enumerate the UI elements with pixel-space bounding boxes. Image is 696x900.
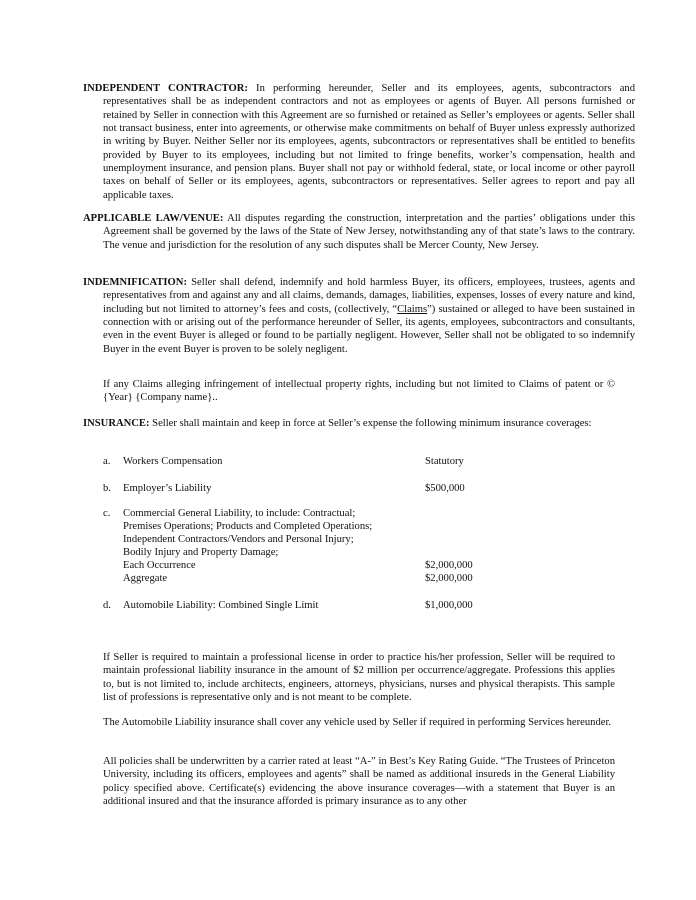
item-letter: a.	[103, 456, 111, 467]
independent-contractor-heading: INDEPENDENT CONTRACTOR:	[83, 83, 248, 94]
independent-contractor-text: In performing hereunder, Seller and its employees, agents, subcontractors and representatives shall be as independent contractors and not as employees or agents of Buyer. All persons furnished or retained by Seller in connection with this Agreement are so furnished or retained as Seller’s employees or agents. Seller shall not transact business, enter into agreements, or otherwise make commitments on behalf of Buyer unless expressly authorized in writing by Buyer. Neither Seller nor its employees, agents, subcontractors or representatives shall be entitled to benefits provided by Buyer to its employees, including but not limited to fringe benefits, worker’s compensation, health and unemployment insurance, and pension plans. Buyer shall not pay or withhold federal, state, or local income or other payroll taxes on behalf of Seller or its employees, agents, subcontractors or representatives. Seller agrees to report and pay all applicable taxes.	[103, 83, 635, 201]
aggregate-label: Aggregate	[123, 573, 168, 584]
insurance-text: Seller shall maintain and keep in force at Seller’s expense the following minimum insurance coverages:	[152, 418, 592, 429]
item-c-line-2: Premises Operations; Products and Completed Operations;	[123, 521, 373, 532]
indemnification-section	[83, 276, 635, 356]
indemnification-text-before: Seller shall defend, indemnify and hold harmless Buyer, its officers, employees, trustees, agents and representatives from and against any and all claims, demands, damages, liabilities, expenses, losses of every nature and kind, including but not limited to attorney’s fees and costs, (collectively, “	[103, 277, 636, 315]
applicable-law-section	[83, 212, 635, 252]
independent-contractor-section	[83, 82, 635, 202]
each-occurrence-label: Each Occurrence	[123, 560, 196, 571]
professional-license-paragraph: If Seller is required to maintain a professional license in order to practice his/her profession, Seller will be required to maintain professional liability insurance in the amount of $2 million per occurrence/aggregate. Professions this applies to, but is not limited to, include architects, engineers, attorneys, physicians, nurses and physical therapists. This sample list of professions is representative only and is not meant to be complete.	[103, 652, 615, 704]
item-label: Automobile Liability: Combined Single Limit	[123, 600, 319, 611]
item-label: Workers Compensation	[123, 456, 223, 467]
item-value: Statutory	[425, 456, 464, 467]
item-letter: d.	[103, 600, 111, 611]
insurance-section	[83, 417, 635, 430]
policies-paragraph: All policies shall be underwritten by a carrier rated at least “A-” in Best’s Key Rating Guide. “The Trustees of Princeton University, including its officers, employees and agents” shall be named as additional insureds in the General Liability policy specified above. Certificate(s) evidencing the above insurance coverages—with a statement that Buyer is an additional insured and that the insurance afforded is primary insurance as to any other	[103, 756, 615, 808]
each-occurrence-value: $2,000,000	[425, 560, 473, 571]
insurance-item-a	[103, 455, 615, 469]
claims-term: Claims	[397, 303, 428, 315]
insurance-heading: INSURANCE:	[83, 418, 150, 429]
indemnification-text-after: ”) sustained or alleged to have been sustained in connection with or arising out of the performance hereunder of Seller, its agents, employees, subcontractors and consultants, even in the event Buyer is alleged or found to be partially negligent. However, Seller shall not be obligated to so indemnify Buyer in the event Buyer is proven to be solely negligent.	[103, 303, 635, 355]
item-c-line-3: Independent Contractors/Vendors and Personal Injury;	[123, 534, 354, 545]
item-letter: c.	[103, 508, 111, 519]
item-value: $500,000	[425, 483, 465, 494]
indemnification-heading: INDEMNIFICATION:	[83, 277, 187, 288]
item-letter: b.	[103, 483, 111, 494]
applicable-law-text: All disputes regarding the construction, interpretation and the parties’ obligations under this Agreement shall be governed by the laws of the State of New Jersey, notwithstanding any of that state’s laws to the contrary. The venue and jurisdiction for the resolution of any such disputes shall be Mercer County, New Jersey.	[103, 213, 635, 251]
automobile-paragraph: The Automobile Liability insurance shall cover any vehicle used by Seller if required in performing Services hereunder.	[103, 717, 612, 728]
item-c-line-4: Bodily Injury and Property Damage;	[123, 547, 279, 558]
insurance-item-b	[103, 482, 615, 496]
item-value: $1,000,000	[425, 600, 473, 611]
aggregate-value: $2,000,000	[425, 573, 473, 584]
ip-claims-paragraph: If any Claims alleging infringement of intellectual property rights, including but not limited to Claims of patent or © {Year} {Company name}..	[103, 379, 615, 404]
insurance-item-d	[103, 599, 615, 613]
item-c-line-1: Commercial General Liability, to include: Contractual;	[123, 508, 356, 519]
applicable-law-heading: APPLICABLE LAW/VENUE:	[83, 213, 224, 224]
item-label: Employer’s Liability	[123, 483, 212, 494]
